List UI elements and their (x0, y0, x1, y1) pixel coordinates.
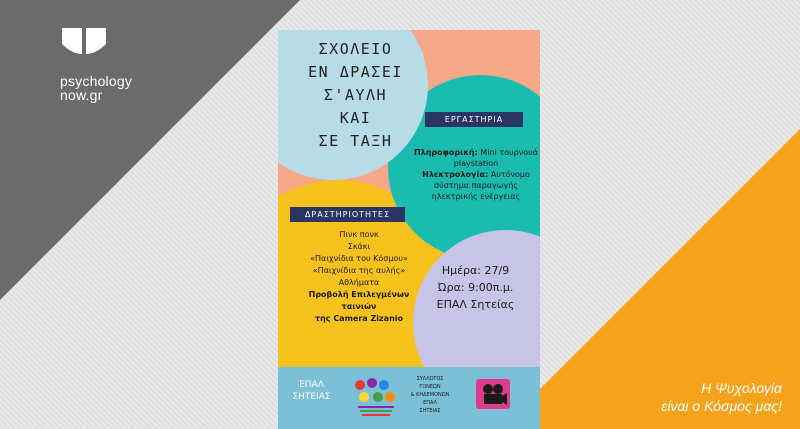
workshop-item (410, 147, 540, 169)
poster-title-line: ΣΧΟΛΕΙΟ (318, 40, 393, 58)
site-slogan (661, 379, 782, 415)
poster-title-line: ΚΑΙ (339, 109, 372, 127)
footer-association (402, 375, 458, 415)
activity-item: Αθλήματα (338, 278, 380, 287)
puzzle-people-logo-icon (350, 375, 400, 419)
poster-title (278, 38, 433, 153)
footer-assoc-line: & ΚΗΔΕΜΟΝΩΝ (410, 392, 450, 398)
workshops-label: ΕΡΓΑΣΤΗΡΙΑ (425, 112, 523, 127)
footer-school-name (284, 379, 339, 403)
workshops-list (410, 147, 540, 202)
camera-glyph-icon (476, 379, 510, 409)
activity-item-bold: της Camera Zizanio (314, 314, 404, 323)
footer-assoc-line: ΕΠΑΛ (423, 400, 437, 406)
logo-text-line2: now.gr (60, 87, 103, 103)
psychologynow-logo[interactable] (60, 28, 132, 102)
slogan-line1: Η Ψυχολογία (701, 380, 782, 396)
activity-item-bold: Προβολή Επιλεγμένων (308, 290, 410, 299)
footer-assoc-line: ΣΥΛΛΟΓΟΣ (416, 376, 444, 382)
workshop-item (410, 169, 540, 202)
workshop-item-text: Mini τουρνουά playstation (453, 148, 539, 168)
activities-label: ΔΡΑΣΤΗΡΙΟΤΗΤΕΣ (290, 207, 405, 222)
footer-assoc-line: ΣΗΤΕΙΑΣ (419, 408, 441, 414)
event-poster (278, 30, 540, 429)
poster-title-line: ΣΕ ΤΑΞΗ (318, 132, 393, 150)
footer-school-line2: ΣΗΤΕΙΑΣ (292, 392, 331, 402)
logo-text-line1: psychology (60, 73, 133, 89)
film-camera-icon (476, 379, 510, 409)
event-day: Ημέρα: 27/9 (441, 264, 510, 277)
logo-mark-icon (60, 28, 108, 68)
footer-school-line1: ΕΠΑΛ (299, 380, 324, 390)
activity-item: Σκάκι (347, 242, 371, 251)
workshop-item-title: Πληροφορική: (413, 148, 478, 157)
activity-item: «Παιχνίδια της αυλής» (312, 266, 406, 275)
activity-item: «Παιχνίδια του Κόσμου» (310, 254, 408, 263)
event-place: ΕΠΑΛ Σητείας (436, 298, 515, 311)
poster-title-line: ΕΝ ΔΡΑΣΕΙ (308, 63, 403, 81)
slogan-line2: είναι ο Κόσμος μας! (661, 398, 782, 414)
gray-corner-shape (0, 0, 300, 300)
poster-footer (278, 367, 540, 429)
event-info (413, 262, 538, 313)
activity-item: Πινκ πονκ (339, 230, 379, 239)
footer-assoc-line: ΓΟΝΕΩΝ (419, 384, 441, 390)
workshop-item-title: Ηλεκτρολογία: (422, 170, 489, 179)
event-time: Ώρα: 9:00π.μ. (437, 281, 514, 294)
activity-item-bold: ταινιών (341, 302, 377, 311)
poster-title-line: Σ'ΑΥΛΗ (323, 86, 388, 104)
workshop-item-text: Αυτόνομο σύστημα παραγωγής ηλεκτρικής ενέργειας (431, 170, 530, 201)
logo-text (60, 74, 132, 102)
